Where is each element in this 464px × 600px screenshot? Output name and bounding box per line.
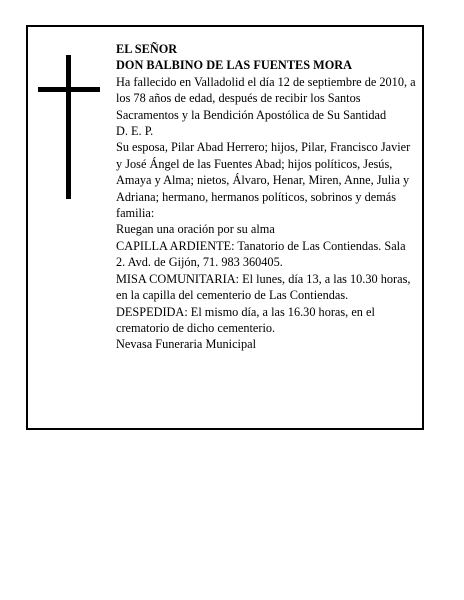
farewell-info: DESPEDIDA: El mismo día, a las 16.30 horas, en el crematorio de dicho cementerio. [116, 304, 375, 335]
prayer-request: Ruegan una oración por su alma [116, 222, 275, 237]
mass-info: MISA COMUNITARIA: El lunes, día 13, a las 10.30 horas, en la capilla del cementerio de Las Contiendas. [116, 271, 411, 303]
obituary-text [116, 41, 416, 353]
death-announcement: Ha fallecido en Valladolid el día 12 de septiembre de 2010, a los 78 años de edad, después de recibir los Santos Sacramentos y la Bendición Apostólica de Su Santidad [116, 74, 416, 122]
cross-icon [38, 55, 100, 199]
rip-line: D. E. P. [116, 124, 154, 139]
header-title: EL SEÑOR [116, 42, 178, 56]
cross-horizontal-bar [38, 87, 100, 92]
family-list: Su esposa, Pilar Abad Herrero; hijos, Pilar, Francisco Javier y José Ángel de las Fuentes Abad; hijos políticos, Jesús, Amaya y Alma; nietos, Álvaro, Henar, Miren, Anne, Julia y Adriana; hermano, hermanos políticos, sobrinos y demás familia: [116, 140, 411, 221]
funeral-home: Nevasa Funeraria Municipal [116, 337, 256, 352]
deceased-name: DON BALBINO DE LAS FUENTES MORA [116, 58, 353, 73]
obituary-notice [26, 25, 424, 430]
cross-vertical-bar [66, 55, 71, 199]
chapel-info: CAPILLA ARDIENTE: Tanatorio de Las Contiendas. Sala 2. Avd. de Gijón, 71. 983 360405. [116, 238, 406, 270]
